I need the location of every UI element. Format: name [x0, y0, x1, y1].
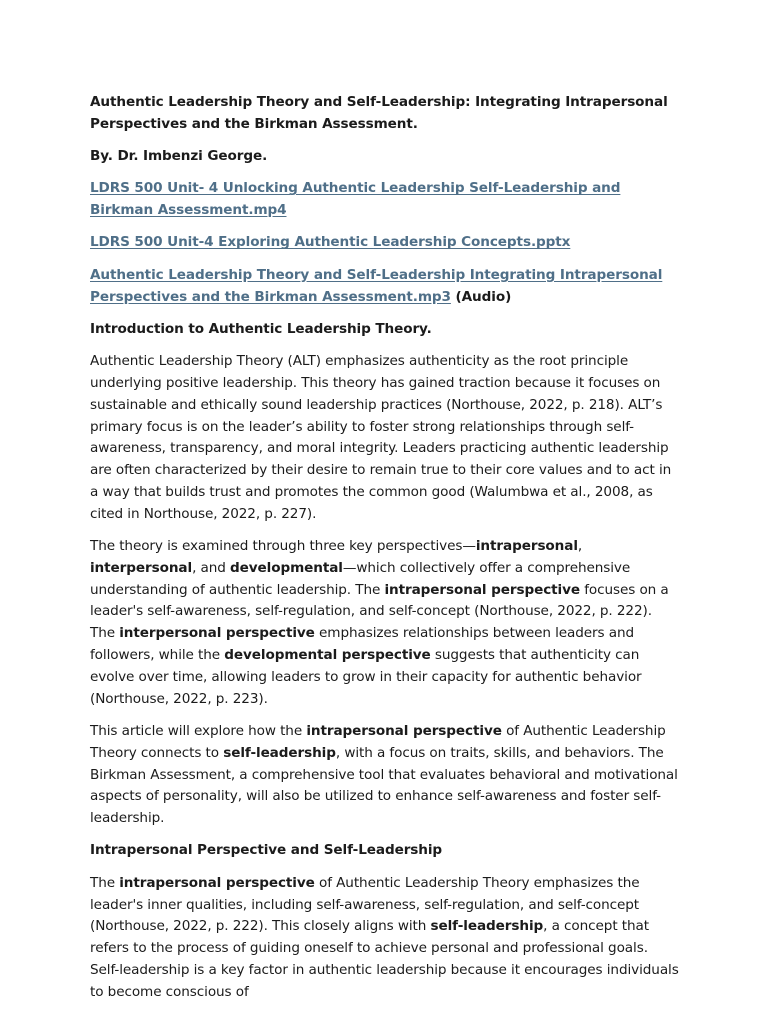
link-paragraph-slides [90, 232, 680, 254]
bold-term: interpersonal [90, 559, 193, 576]
text-run: suggests that authenticity can evolve over time, allowing leaders to grow in their capacity for authentic behavior (Northouse, 2022, p. 223). [90, 647, 642, 707]
text-run: of Authentic Leadership Theory connects to [90, 722, 666, 761]
paragraph-intrapersonal-1 [90, 873, 680, 1004]
bold-term: developmental perspective [224, 647, 431, 664]
text-run: , [577, 538, 583, 555]
bold-term: self-leadership [430, 918, 544, 935]
link-paragraph-audio [90, 265, 680, 309]
section-heading-intrapersonal: Intrapersonal Perspective and Self-Leadership [90, 842, 443, 859]
paragraph-intro-2 [90, 536, 680, 710]
bold-term: developmental [230, 559, 343, 576]
paragraph-intro-1: Authentic Leadership Theory (ALT) emphasizes authenticity as the root principle underlying positive leadership. This theory has gained traction because it focuses on sustainable and ethically sound leadership practices (Northouse, 2022, p. 218). ALT’s primary focus is on the leader’s ability to foster strong relationships through self-awareness, transparency, and moral integrity. Leaders practicing authentic leadership are often characterized by their desire to remain true to their core values and to act in a way that builds trust and promotes the common good (Walumbwa et al., 2008, as cited in Northouse, 2022, p. 227). [90, 353, 672, 522]
bold-term: self-leadership [223, 744, 336, 761]
link-paragraph-video [90, 178, 680, 222]
text-run: , a concept that refers to the process of guiding oneself to achieve personal and professional goals. Self-leadership is a key factor in authentic leadership because it encourages individuals to become conscious of [90, 918, 679, 1000]
text-run: , and [192, 559, 231, 576]
audio-link-suffix: (Audio) [450, 288, 512, 305]
slides-link[interactable]: LDRS 500 Unit-4 Exploring Authentic Leadership Concepts.pptx [90, 234, 571, 251]
bold-term: intrapersonal [475, 538, 578, 555]
paragraph-intro-3 [90, 721, 680, 830]
text-run: —which collectively offer a comprehensive understanding of authentic leadership. The [90, 559, 631, 598]
text-run: emphasizes relationships between leaders and followers, while the [90, 625, 635, 664]
text-run: of Authentic Leadership Theory emphasizes the leader's inner qualities, including self-awareness, self-regulation, and self-concept (Northouse, 2022, p. 222). This closely aligns with [90, 874, 640, 935]
video-link[interactable]: LDRS 500 Unit- 4 Unlocking Authentic Leadership Self-Leadership and Birkman Assessment.mp4 [90, 180, 621, 219]
bold-term: intrapersonal perspective [306, 722, 502, 739]
bold-term: intrapersonal perspective [384, 581, 580, 598]
section-heading-introduction: Introduction to Authentic Leadership Theory. [90, 320, 432, 337]
text-run: The theory is examined through three key perspectives— [90, 538, 476, 555]
text-run: This article will explore how the [90, 722, 307, 739]
text-run: The [90, 874, 120, 891]
author-byline: By. Dr. Imbenzi George. [90, 148, 268, 165]
audio-link[interactable]: Authentic Leadership Theory and Self-Leadership Integrating Intrapersonal Perspectives and the Birkman Assessment.mp3 [90, 266, 663, 305]
text-run: focuses on a leader's self-awareness, self-regulation, and self-concept (Northouse, 2022, p. 222). The [90, 581, 669, 642]
bold-term: intrapersonal perspective [119, 874, 315, 891]
bold-term: interpersonal perspective [119, 625, 315, 642]
text-run: , with a focus on traits, skills, and behaviors. The Birkman Assessment, a comprehensive tool that evaluates behavioral and motivational aspects of personality, will also be utilized to enhance self-awareness and foster self-leadership. [90, 744, 678, 827]
document-title: Authentic Leadership Theory and Self-Leadership: Integrating Intrapersonal Perspectives and the Birkman Assessment. [90, 94, 668, 132]
